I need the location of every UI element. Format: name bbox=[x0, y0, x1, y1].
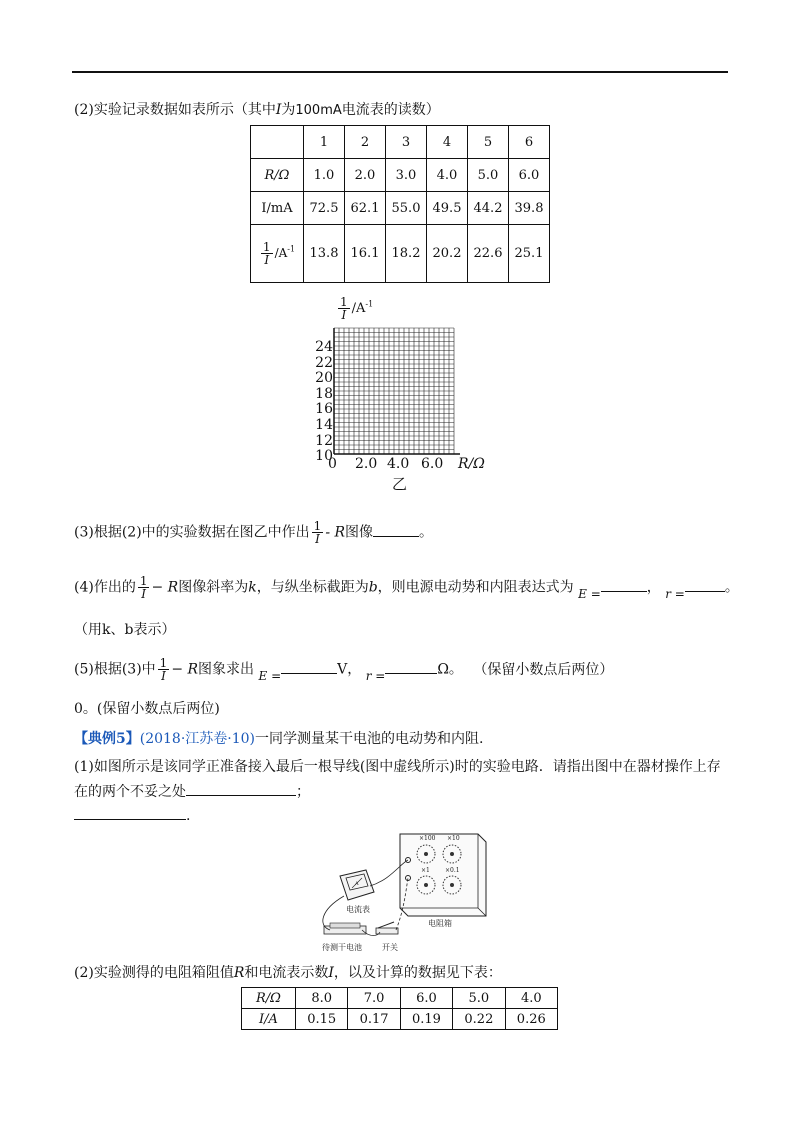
y-tick-label: 22 bbox=[315, 354, 333, 371]
dial-label: ×0.1 bbox=[445, 867, 460, 874]
table1-row-I bbox=[251, 192, 550, 225]
x-axis-label: R/Ω bbox=[458, 456, 485, 472]
answer-blank-r[interactable] bbox=[685, 591, 725, 592]
row-label: I/mA bbox=[251, 192, 304, 225]
q4-note: （用k、b表示） bbox=[74, 622, 176, 638]
table1-row-inverse bbox=[251, 225, 550, 283]
y-tick-label: 14 bbox=[315, 416, 333, 433]
answer-blank[interactable] bbox=[186, 795, 296, 796]
table-cell: 6.0 bbox=[509, 159, 550, 192]
table-cell: 25.1 bbox=[509, 225, 550, 283]
resistance-box bbox=[400, 834, 486, 916]
table-header-cell: 5 bbox=[468, 126, 509, 159]
resistance-box-label: 电阻箱 bbox=[428, 919, 452, 928]
example5-header: 【典例5】(2018·江苏卷·10)一同学测量某干电池的电动势和内阻. bbox=[74, 731, 484, 747]
table-cell: 0.22 bbox=[453, 1009, 505, 1030]
table-header-cell: 1 bbox=[304, 126, 345, 159]
table-header-cell: 2 bbox=[345, 126, 386, 159]
table-cell: 22.6 bbox=[468, 225, 509, 283]
e5q2-text: (2)实验测得的电阻箱阻值R和电流表示数I，以及计算的数据见下表： bbox=[74, 965, 502, 981]
graph-y-axis-label: $\frac{1}{I}$ $/A^{-1}$ bbox=[340, 295, 374, 322]
data-table-1 bbox=[250, 125, 550, 283]
table-cell: 20.2 bbox=[427, 225, 468, 283]
q5-text: (5)根据(3)中 $\frac{1}{I}$ − R图象求出 E = V， r = Ω。 （保留小数点后两位） bbox=[74, 656, 614, 683]
x-tick-label: 2.0 bbox=[355, 456, 378, 472]
e5q1-line2: 在的两个不妥之处 ； bbox=[74, 784, 310, 800]
x-tick-label: 6.0 bbox=[421, 456, 444, 472]
graph-caption: 乙 bbox=[392, 475, 408, 493]
dial-label: ×10 bbox=[447, 835, 460, 842]
table-cell: 49.5 bbox=[427, 192, 468, 225]
q4-text: (4)作出的 $\frac{1}{I}$ − R图像斜率为k，与纵坐标截距为b，则电源电动势和内阻表达式为 E = ， r = 。 bbox=[74, 574, 739, 601]
row-label: $\frac{1}{I}$ $/A^{-1}$ bbox=[251, 225, 304, 283]
stray-note: 0。(保留小数点后两位) bbox=[74, 701, 220, 717]
x-tick-label: 4.0 bbox=[387, 456, 410, 472]
table-cell: 8.0 bbox=[296, 988, 348, 1009]
table-cell: 55.0 bbox=[386, 192, 427, 225]
graph-gridlines bbox=[334, 328, 454, 454]
table-cell: 44.2 bbox=[468, 192, 509, 225]
battery-label: 待测干电池 bbox=[322, 943, 362, 952]
e5q1-line1: (1)如图所示是该同学正准备接入最后一根导线(图中虚线所示)时的实验电路．请指出图中在器材操作上存 bbox=[74, 759, 721, 775]
table-cell: 3.0 bbox=[386, 159, 427, 192]
table2-row-R bbox=[242, 988, 558, 1009]
fraction: $\frac{1}{I}$ bbox=[313, 519, 322, 546]
answer-blank-E[interactable] bbox=[281, 673, 337, 674]
row-label: R/Ω bbox=[251, 159, 304, 192]
ammeter-label: 电流表 bbox=[346, 905, 370, 914]
table-cell: 13.8 bbox=[304, 225, 345, 283]
table-cell: 0.19 bbox=[400, 1009, 452, 1030]
y-tick-label: 16 bbox=[315, 401, 333, 418]
table-cell: 4.0 bbox=[427, 159, 468, 192]
y-tick-label: 24 bbox=[315, 339, 333, 355]
table-cell: 39.8 bbox=[509, 192, 550, 225]
y-tick-label: 10 bbox=[315, 448, 333, 465]
table-cell: 4.0 bbox=[505, 988, 557, 1009]
switch bbox=[376, 922, 398, 934]
fraction: $\frac{1}{I}$ bbox=[340, 295, 348, 322]
y-tick-label: 18 bbox=[315, 385, 333, 402]
q2-text: (2)实验记录数据如表所示（其中I为100mA电流表的读数） bbox=[74, 102, 440, 118]
circuit-figure bbox=[300, 830, 500, 958]
y-tick-label: 12 bbox=[315, 432, 333, 449]
table-corner-cell bbox=[251, 126, 304, 159]
y-tick-labels bbox=[313, 340, 333, 465]
table2-row-I bbox=[242, 1009, 558, 1030]
table-cell: 6.0 bbox=[400, 988, 452, 1009]
ammeter-face-letter: A bbox=[355, 881, 359, 887]
row-label: I/A bbox=[242, 1009, 296, 1030]
answer-blank[interactable] bbox=[74, 819, 186, 820]
table1-header-row bbox=[251, 126, 550, 159]
table-header-cell: 3 bbox=[386, 126, 427, 159]
data-table-2 bbox=[241, 987, 558, 1030]
dial-label: ×1 bbox=[421, 867, 430, 874]
table-cell: 16.1 bbox=[345, 225, 386, 283]
table-cell: 18.2 bbox=[386, 225, 427, 283]
table-cell: 0.17 bbox=[348, 1009, 400, 1030]
table-header-cell: 6 bbox=[509, 126, 550, 159]
fraction: $\frac{1}{I}$ bbox=[262, 240, 271, 267]
row-label: R/Ω bbox=[242, 988, 296, 1009]
fraction: $\frac{1}{I}$ bbox=[139, 574, 148, 601]
table1-row-R bbox=[251, 159, 550, 192]
switch-label: 开关 bbox=[382, 943, 398, 952]
table-cell: 0.15 bbox=[296, 1009, 348, 1030]
table-cell: 0.26 bbox=[505, 1009, 557, 1030]
y-tick-label: 20 bbox=[315, 370, 333, 387]
table-cell: 7.0 bbox=[348, 988, 400, 1009]
battery bbox=[324, 923, 366, 934]
table-cell: 2.0 bbox=[345, 159, 386, 192]
table-cell: 1.0 bbox=[304, 159, 345, 192]
table-cell: 72.5 bbox=[304, 192, 345, 225]
dial-label: ×100 bbox=[419, 835, 436, 842]
example-source: (2018·江苏卷·10) bbox=[139, 731, 256, 747]
table-cell: 62.1 bbox=[345, 192, 386, 225]
fraction: $\frac{1}{I}$ bbox=[159, 656, 168, 683]
q3-text: (3)根据(2)中的实验数据在图乙中作出 $\frac{1}{I}$ - R图像 。 bbox=[74, 519, 434, 546]
example-tag: 【典例5】 bbox=[74, 731, 140, 747]
table-cell: 5.0 bbox=[453, 988, 505, 1009]
answer-blank-r[interactable] bbox=[385, 673, 437, 674]
e5q1-line3: . bbox=[74, 806, 190, 826]
table-cell: 5.0 bbox=[468, 159, 509, 192]
header-rule bbox=[72, 71, 728, 73]
x-tick-label: 0 bbox=[328, 456, 337, 472]
answer-blank-E[interactable] bbox=[601, 591, 647, 592]
table-header-cell: 4 bbox=[427, 126, 468, 159]
answer-blank[interactable] bbox=[373, 536, 419, 537]
